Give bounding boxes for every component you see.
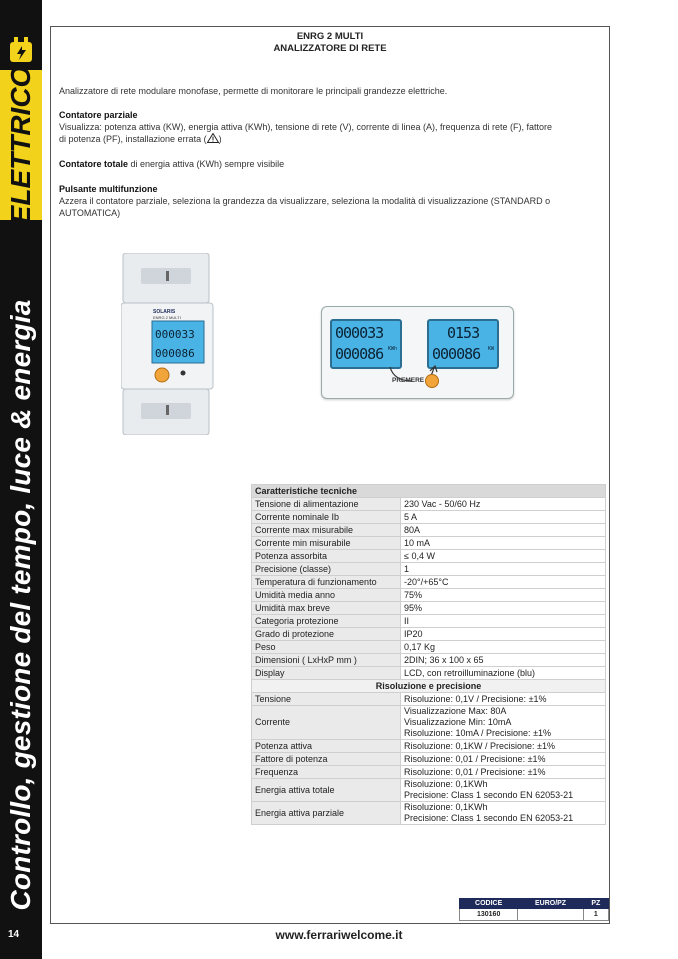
resolution-line: Risoluzione: 0,01 / Precisione: ±1% bbox=[404, 753, 546, 764]
premere-label: PREMERE bbox=[392, 377, 425, 384]
product-header bbox=[51, 31, 609, 55]
price-header-pz: PZ bbox=[583, 899, 608, 909]
resolution-row bbox=[252, 693, 606, 706]
spec-value: 95% bbox=[401, 602, 606, 615]
spec-row bbox=[252, 550, 606, 563]
resolution-row bbox=[252, 779, 606, 802]
spec-row bbox=[252, 602, 606, 615]
resolution-row bbox=[252, 766, 606, 779]
price-table bbox=[459, 898, 609, 921]
resolution-row bbox=[252, 802, 606, 825]
spec-label: Precisione (classe) bbox=[252, 563, 401, 576]
spec-label: Temperatura di funzionamento bbox=[252, 576, 401, 589]
price-pz: 1 bbox=[583, 909, 608, 921]
spec-label: Umidità media anno bbox=[252, 589, 401, 602]
spec-row bbox=[252, 641, 606, 654]
lcd-left bbox=[330, 319, 402, 369]
spec-label: Tensione di alimentazione bbox=[252, 498, 401, 511]
spec-value: LCD, con retroilluminazione (blu) bbox=[401, 667, 606, 680]
partial-counter-text-1: Visualizza: potenza attiva (KW), energia attiva (KWh), tensione di rete (V), corrente di linea (A), frequenza di rete (F), fattore bbox=[59, 122, 553, 132]
page-number: 14 bbox=[8, 929, 20, 940]
section-title: Controllo, gestione del tempo, luce & energia bbox=[5, 299, 36, 911]
spec-row bbox=[252, 589, 606, 602]
spec-label: Potenza assorbita bbox=[252, 550, 401, 563]
resolution-value bbox=[401, 693, 606, 706]
spec-table bbox=[251, 484, 606, 825]
spec-row bbox=[252, 524, 606, 537]
resolution-line: Precisione: Class 1 secondo EN 62053-21 bbox=[404, 790, 574, 800]
resolution-value bbox=[401, 753, 606, 766]
premere-button-icon bbox=[425, 374, 439, 388]
resolution-line: Risoluzione: 0,1V / Precisione: ±1% bbox=[404, 693, 547, 704]
spec-label: Corrente min misurabile bbox=[252, 537, 401, 550]
total-counter-title: Contatore totale bbox=[59, 159, 129, 169]
resolution-row bbox=[252, 706, 606, 740]
resolution-row bbox=[252, 753, 606, 766]
footer-url[interactable]: www.ferrariwelcome.it bbox=[275, 928, 403, 942]
resolution-line: Risoluzione: 0,01 / Precisione: ±1% bbox=[404, 766, 546, 777]
resolution-label: Frequenza bbox=[252, 766, 401, 779]
spec-row bbox=[252, 654, 606, 667]
lcd-left-unit: KWh bbox=[387, 346, 397, 352]
spec-row bbox=[252, 563, 606, 576]
spec-value: 5 A bbox=[401, 511, 606, 524]
resolution-value bbox=[401, 802, 606, 825]
sidebar bbox=[0, 0, 42, 959]
price-code: 130160 bbox=[460, 909, 518, 921]
resolution-line: Risoluzione: 0,1KWh bbox=[404, 802, 488, 812]
total-counter-block bbox=[59, 158, 604, 170]
spec-title: Caratteristiche tecniche bbox=[252, 485, 606, 498]
product-name: ENRG 2 MULTI bbox=[296, 31, 364, 42]
spec-value: -20°/+65°C bbox=[401, 576, 606, 589]
device-model: ENRG 2 MULTI bbox=[153, 315, 181, 320]
resolution-line: Visualizzazione Min: 10mA bbox=[404, 717, 512, 727]
electric-plug-icon bbox=[7, 36, 35, 66]
spec-value: 75% bbox=[401, 589, 606, 602]
resolution-label: Potenza attiva bbox=[252, 740, 401, 753]
resolution-label: Energia attiva parziale bbox=[252, 802, 401, 825]
resolution-line: Visualizzazione Max: 80A bbox=[404, 706, 507, 716]
resolution-label: Corrente bbox=[252, 706, 401, 740]
device-image bbox=[121, 253, 216, 435]
resolution-line: Risoluzione: 10mA / Precisione: ±1% bbox=[404, 728, 552, 738]
spec-row bbox=[252, 498, 606, 511]
resolution-label: Energia attiva totale bbox=[252, 779, 401, 802]
spec-row bbox=[252, 576, 606, 589]
spec-value: II bbox=[401, 615, 606, 628]
resolution-label: Fattore di potenza bbox=[252, 753, 401, 766]
spec-label: Umidità max breve bbox=[252, 602, 401, 615]
resolution-value bbox=[401, 766, 606, 779]
button-text-2: AUTOMATICA) bbox=[59, 208, 121, 218]
device-button bbox=[155, 368, 169, 382]
spec-label: Peso bbox=[252, 641, 401, 654]
resolution-title-row bbox=[252, 680, 606, 693]
spec-label: Corrente nominale Ib bbox=[252, 511, 401, 524]
spec-row bbox=[252, 667, 606, 680]
partial-counter-block bbox=[59, 109, 604, 145]
spec-row bbox=[252, 628, 606, 641]
button-text-1: Azzera il contatore parziale, seleziona la grandezza da visualizzare, seleziona la modalità di visualizzazione (STANDARD o bbox=[59, 196, 551, 206]
spec-value: 1 bbox=[401, 563, 606, 576]
spec-value: IP20 bbox=[401, 628, 606, 641]
lcd-left-top: 000033 bbox=[335, 324, 384, 342]
price-header-code: CODICE bbox=[460, 899, 518, 909]
button-title: Pulsante multifunzione bbox=[59, 184, 158, 194]
resolution-value bbox=[401, 706, 606, 740]
button-block bbox=[59, 183, 604, 219]
spec-row bbox=[252, 537, 606, 550]
lcd-left-bottom: 000086 bbox=[335, 345, 384, 363]
spec-value: 80A bbox=[401, 524, 606, 537]
resolution-line: Precisione: Class 1 secondo EN 62053-21 bbox=[404, 813, 574, 823]
total-counter-text: di energia attiva (KWh) sempre visibile bbox=[128, 159, 285, 169]
spec-value: ≤ 0,4 W bbox=[401, 550, 606, 563]
price-header-euro: EURO/PZ bbox=[518, 899, 583, 909]
price-euro bbox=[518, 909, 583, 921]
warning-icon bbox=[207, 133, 219, 143]
spec-label: Dimensioni ( LxHxP mm ) bbox=[252, 654, 401, 667]
spec-label: Corrente max misurabile bbox=[252, 524, 401, 537]
spec-value: 10 mA bbox=[401, 537, 606, 550]
partial-counter-title: Contatore parziale bbox=[59, 110, 138, 120]
lcd-right-unit: KW bbox=[487, 346, 494, 352]
spec-label: Grado di protezione bbox=[252, 628, 401, 641]
device-lcd-top: 000033 bbox=[155, 328, 195, 341]
resolution-label: Tensione bbox=[252, 693, 401, 706]
spec-label: Display bbox=[252, 667, 401, 680]
spec-value: 230 Vac - 50/60 Hz bbox=[401, 498, 606, 511]
device-brand: SOLARIS bbox=[153, 309, 176, 315]
resolution-row bbox=[252, 740, 606, 753]
spec-title-row bbox=[252, 485, 606, 498]
device-lcd-bottom: 000086 bbox=[155, 347, 195, 360]
partial-counter-text-2: di potenza (PF), installazione errata ( ) bbox=[59, 134, 222, 144]
resolution-line: Risoluzione: 0,1KW / Precisione: ±1% bbox=[404, 740, 556, 751]
resolution-value bbox=[401, 779, 606, 802]
spec-value: 0,17 Kg bbox=[401, 641, 606, 654]
spec-label: Categoria protezione bbox=[252, 615, 401, 628]
spec-row bbox=[252, 511, 606, 524]
lcd-right bbox=[427, 319, 499, 369]
resolution-value bbox=[401, 740, 606, 753]
display-diagram bbox=[321, 306, 514, 399]
lcd-right-top: 0153 bbox=[447, 324, 480, 342]
product-subtitle: ANALIZZATORE DI RETE bbox=[273, 43, 387, 54]
content-frame bbox=[50, 26, 610, 924]
lcd-right-bottom: 000086 bbox=[432, 345, 481, 363]
spec-row bbox=[252, 615, 606, 628]
resolution-line: Risoluzione: 0,1KWh bbox=[404, 779, 488, 789]
resolution-title: Risoluzione e precisione bbox=[252, 680, 606, 693]
intro-text: Analizzatore di rete modulare monofase, permette di monitorare le principali grandezze elettriche. bbox=[59, 86, 448, 96]
category-label: ELETTRICO bbox=[0, 70, 42, 220]
spec-value: 2DIN; 36 x 100 x 65 bbox=[401, 654, 606, 667]
